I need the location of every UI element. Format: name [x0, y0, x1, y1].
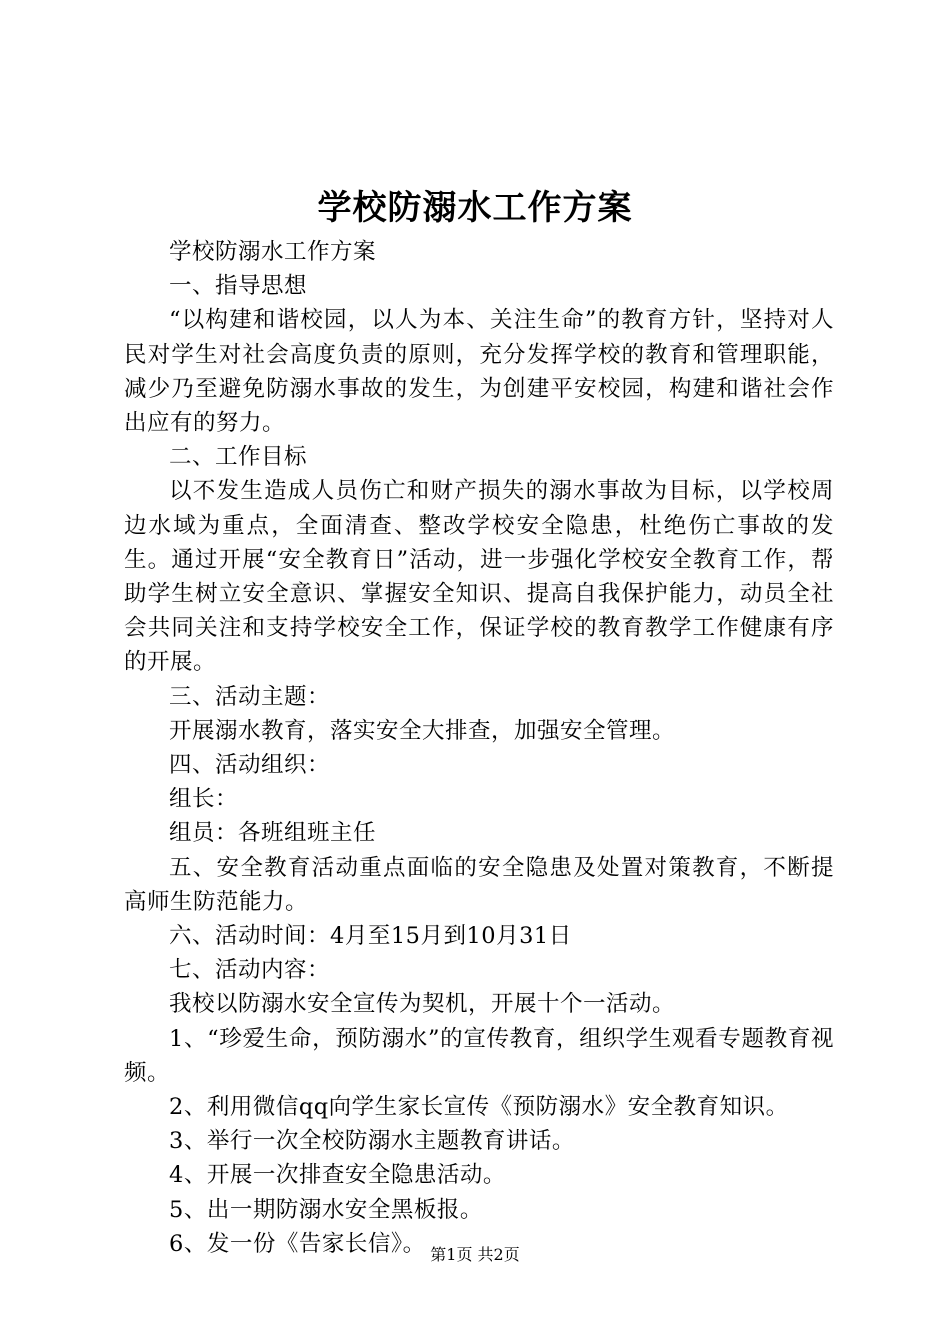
paragraph-activity-theme: 开展溺水教育，落实安全大排查，加强安全管理。 — [169, 717, 676, 744]
section-activity-time: 六、活动时间：4月至15月到10月31日 — [169, 923, 572, 950]
paragraph-group-members: 组员：各班组班主任 — [169, 820, 377, 847]
page-footer: 第1页 共2页 — [430, 1245, 520, 1264]
list-item-1: 1、“珍爱生命，预防溺水”的宣传教育，组织学生观看专题教育视频。 — [124, 1025, 834, 1086]
section-activity-content: 七、活动内容： — [169, 957, 331, 984]
paragraph-heading: 学校防溺水工作方案 — [169, 239, 377, 265]
list-item-2: 2、利用微信qq向学生家长宣传《预防溺水》安全教育知识。 — [169, 1094, 789, 1121]
section-activity-organization: 四、活动组织： — [169, 752, 331, 779]
list-item-5: 5、出一期防溺水安全黑板报。 — [169, 1196, 483, 1223]
section-activity-theme: 三、活动主题： — [169, 683, 331, 710]
list-item-3: 3、举行一次全校防溺水主题教育讲话。 — [169, 1128, 575, 1155]
paragraph-work-goals: 以不发生造成人员伤亡和财产损失的溺水事故为目标，以学校周边水域为重点，全面清查、整改学校安全隐患，杜绝伤亡事故的发生。通过开展“安全教育日”活动，进一步强化学校安全教育工作，帮助学生树立安全意识、掌握安全知识、提高自我保护能力，动员全社会共同关注和支持学校安全工作，保证学校的教育教学工作健康有序的开展。 — [124, 478, 834, 676]
list-item-4: 4、开展一次排查安全隐患活动。 — [169, 1162, 506, 1189]
paragraph-group-leader: 组长： — [169, 786, 239, 813]
list-item-6: 6、发一份《告家长信》。 — [169, 1230, 426, 1257]
document-body — [124, 235, 834, 1261]
section-safety-education: 五、安全教育活动重点面临的安全隐患及处置对策教育，不断提高师生防范能力。 — [124, 854, 834, 915]
paragraph-activity-intro: 我校以防溺水安全宣传为契机，开展十个一活动。 — [169, 991, 676, 1018]
section-work-goals: 二、工作目标 — [169, 444, 308, 471]
section-guiding-thought: 一、指导思想 — [169, 273, 308, 300]
document-title: 学校防溺水工作方案 — [317, 188, 633, 228]
paragraph-guiding-thought: “以构建和谐校园，以人为本、关注生命”的教育方针，坚持对人民对学生对社会高度负责的原则，充分发挥学校的教育和管理职能，减少乃至避免防溺水事故的发生，为创建平安校园，构建和谐社会作出应有的努力。 — [124, 307, 834, 437]
